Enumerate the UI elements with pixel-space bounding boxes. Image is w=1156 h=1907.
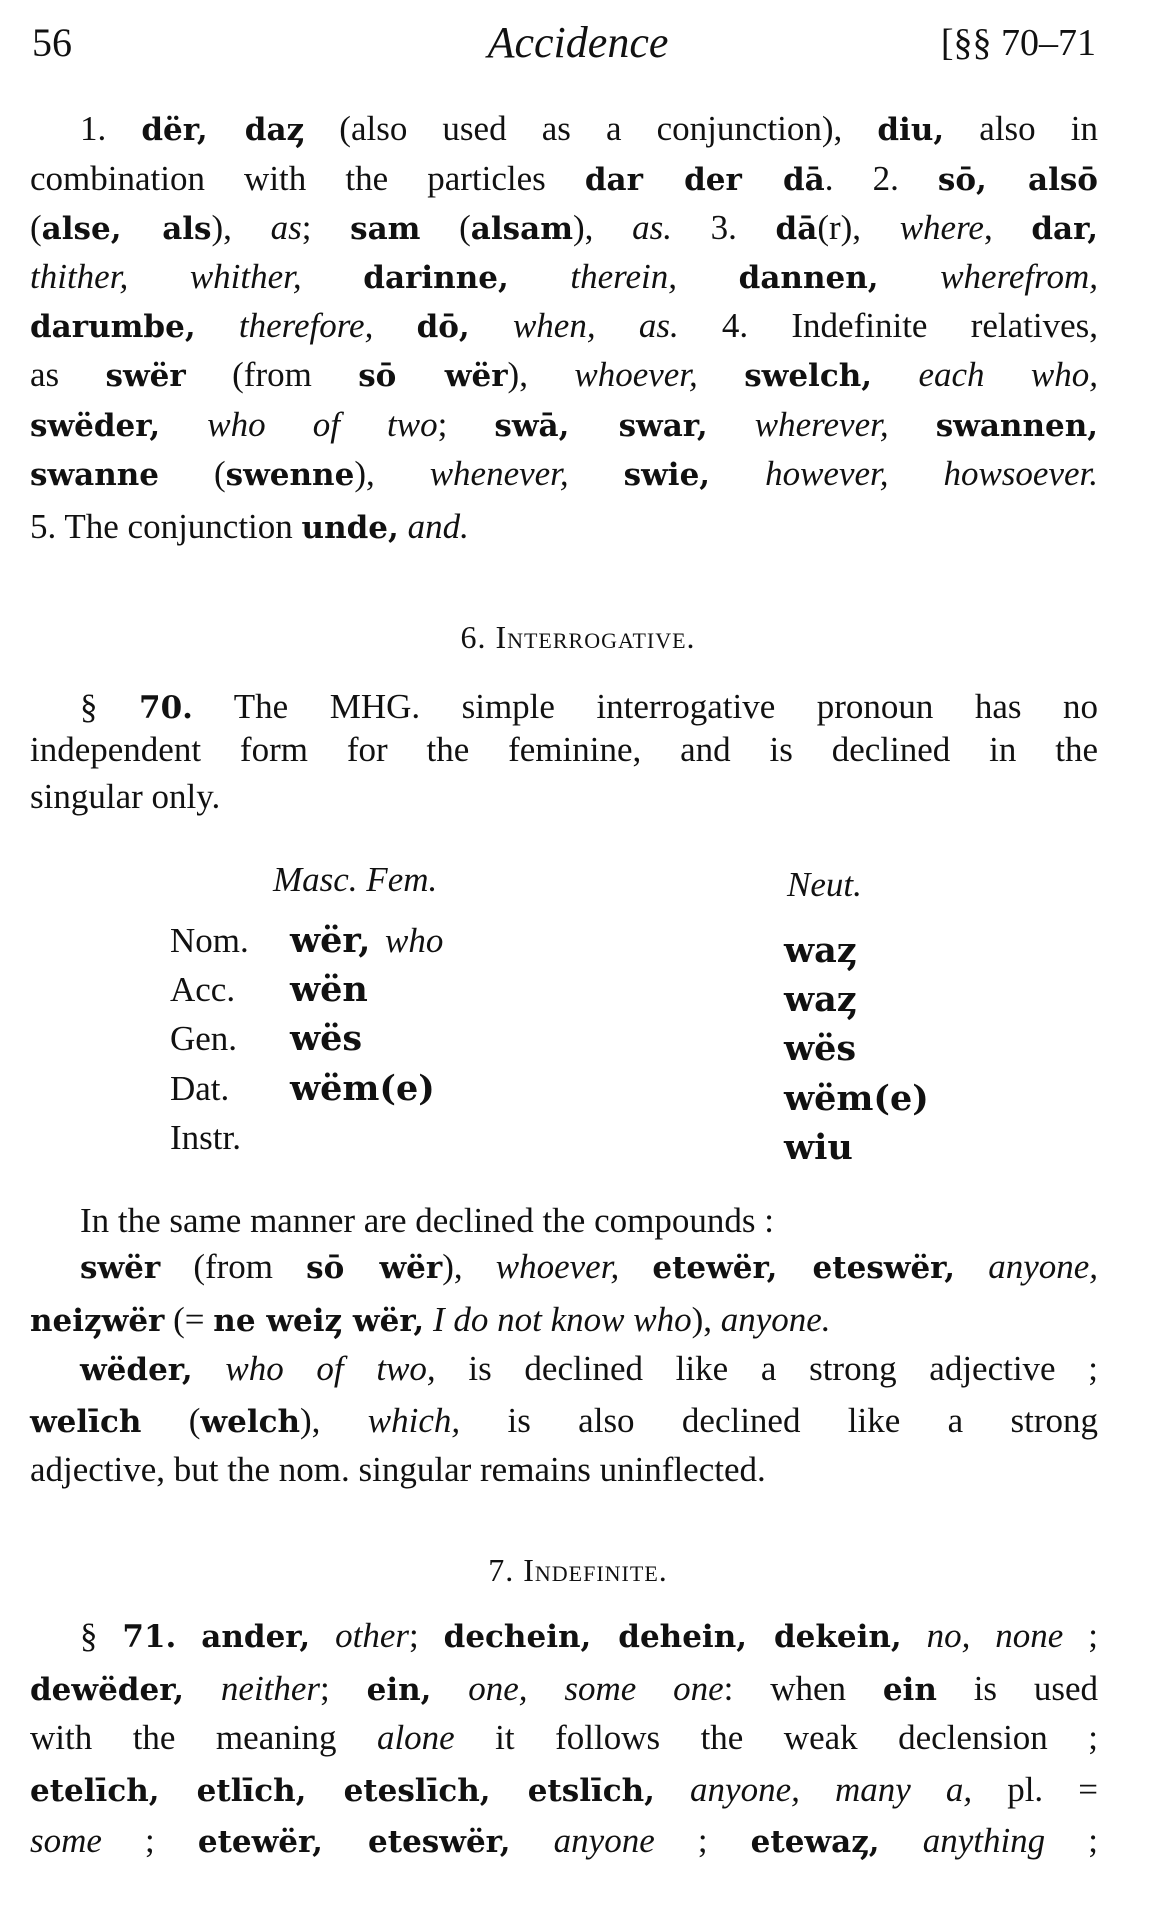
text: ; — [1045, 1821, 1099, 1860]
text — [196, 306, 239, 345]
text-line — [30, 1713, 1098, 1763]
text: pl. = — [972, 1770, 1098, 1809]
gloss: who of two, — [225, 1349, 436, 1388]
text: (from — [160, 1247, 307, 1286]
text-line — [80, 1611, 1098, 1661]
text: ( — [159, 454, 226, 493]
text-line — [30, 350, 1098, 400]
headword: etewër, eteswër, — [197, 1824, 511, 1860]
text-line — [80, 1196, 1098, 1246]
text-line — [30, 1445, 1098, 1495]
text: ), — [507, 355, 575, 394]
text-line — [30, 203, 1098, 253]
text: singular only. — [30, 777, 221, 816]
neut-form: waȥ — [784, 979, 857, 1020]
text: ), — [573, 208, 633, 247]
text-line — [80, 104, 1098, 154]
text — [708, 405, 755, 444]
neut-form: wiu — [784, 1127, 853, 1168]
headword: dar, — [1031, 211, 1099, 247]
headword: dewëder, — [30, 1672, 185, 1708]
text: , — [983, 208, 1032, 247]
text: § — [80, 1616, 123, 1655]
neut-form: wëm(e) — [784, 1078, 929, 1119]
text-line — [30, 1295, 1098, 1345]
text — [184, 1669, 221, 1708]
gloss: wherever, — [754, 405, 889, 444]
masc-fem-form: wës — [290, 1018, 363, 1059]
headword: dā — [775, 211, 818, 247]
text — [470, 306, 513, 345]
gloss: one, some one — [468, 1669, 724, 1708]
headword: ein — [882, 1672, 937, 1708]
headword: darumbe, — [30, 309, 196, 345]
text: also in — [944, 109, 1099, 148]
text: 5. The conjunction — [30, 507, 302, 546]
text: ; — [320, 1669, 367, 1708]
text — [160, 405, 207, 444]
text: ( — [30, 208, 42, 247]
text-line — [30, 1664, 1098, 1714]
running-title: Accidence — [487, 18, 669, 67]
text: . 2. — [824, 159, 938, 198]
headword: swër — [80, 1250, 161, 1286]
headword: etewër, eteswër, — [652, 1250, 956, 1286]
text: ; — [1063, 1616, 1098, 1655]
text — [677, 257, 739, 296]
text-line — [30, 1816, 1098, 1866]
text: 4. Indefinite relatives, — [678, 306, 1098, 345]
text — [310, 1616, 335, 1655]
headword: ander, — [201, 1619, 311, 1655]
headword: 71. — [122, 1619, 177, 1655]
case-label: Gen. — [170, 1019, 238, 1058]
case-label: Dat. — [170, 1069, 230, 1108]
headword: alse, als — [41, 211, 212, 247]
headword: sō wër — [306, 1250, 443, 1286]
gloss: therefore, — [238, 306, 374, 345]
text: The MHG. simple interrogative pronoun has no — [192, 687, 1099, 726]
text: (= — [164, 1300, 214, 1339]
text: as — [30, 355, 106, 394]
headword: etelīch, etlīch, eteslīch, etslīch, — [30, 1773, 655, 1809]
gloss: neither — [220, 1669, 321, 1708]
text: ; — [654, 1821, 751, 1860]
text: ), — [211, 208, 271, 247]
text: (also used as a conjunction), — [304, 109, 878, 148]
section-heading-indefinite: 7. Indefinite. — [488, 1552, 668, 1588]
text: ), — [300, 1401, 368, 1440]
headword: unde, — [301, 510, 399, 546]
headword: dō, — [416, 309, 470, 345]
headword: sō wër — [358, 358, 508, 394]
headword: dër, daȥ — [141, 112, 305, 148]
gloss: where — [899, 208, 984, 247]
text: independent form for the feminine, and is declined in the — [30, 730, 1098, 769]
text — [902, 1616, 927, 1655]
gloss: some — [30, 1821, 102, 1860]
text: is used — [936, 1669, 1099, 1708]
case-label: Instr. — [170, 1118, 241, 1157]
page-number: 56 — [32, 20, 72, 65]
text: ), — [442, 1247, 496, 1286]
text — [872, 355, 918, 394]
text-line — [30, 772, 1098, 822]
headword: swanne — [30, 457, 160, 493]
headword: alsam — [470, 211, 573, 247]
text: it follows the weak declension ; — [454, 1718, 1098, 1757]
headword: welīch — [30, 1404, 142, 1440]
text: ), — [354, 454, 430, 493]
headword: 70. — [139, 690, 193, 726]
headword: sō, alsō — [937, 162, 1098, 198]
text: In the same manner are declined the compounds : — [80, 1201, 774, 1240]
text: ; — [101, 1821, 198, 1860]
gloss: which, — [367, 1401, 461, 1440]
text: (r), — [817, 208, 900, 247]
gloss: as — [270, 208, 302, 247]
gloss: who of two — [207, 405, 438, 444]
text: is declined like a strong adjective ; — [435, 1349, 1099, 1388]
gloss: thither, whither, — [30, 257, 302, 296]
text: : when — [723, 1669, 883, 1708]
gloss: as. — [632, 208, 672, 247]
text: ; — [437, 405, 495, 444]
masc-fem-form: wëm(e) — [290, 1068, 435, 1109]
headword: swā, swar, — [494, 408, 708, 444]
case-label: Acc. — [170, 970, 236, 1009]
text-line — [30, 252, 1098, 302]
text: ), — [691, 1300, 721, 1339]
headword: diu, — [877, 112, 945, 148]
text — [698, 355, 744, 394]
text-line — [30, 1396, 1098, 1446]
section-heading-interrogative: 6. Interrogative. — [460, 619, 696, 655]
text-line — [80, 1344, 1098, 1394]
text: with the meaning — [30, 1718, 377, 1757]
gloss: whenever, — [429, 454, 569, 493]
text: (from — [185, 355, 359, 394]
text: 3. — [671, 208, 776, 247]
headword: welch — [200, 1404, 301, 1440]
text-line — [80, 1242, 1098, 1292]
neut-form: wës — [784, 1028, 857, 1069]
gloss: whoever, — [495, 1247, 620, 1286]
neut-form: waȥ — [784, 930, 857, 971]
text: ; — [409, 1616, 444, 1655]
text: ; — [301, 208, 351, 247]
text — [880, 1821, 923, 1860]
text — [193, 1349, 226, 1388]
gloss: no, none — [926, 1616, 1064, 1655]
headword: etewaȥ, — [750, 1824, 880, 1860]
headword: dar der dā — [584, 162, 825, 198]
text-line — [30, 725, 1098, 775]
text: adjective, but the nom. singular remains uninflected. — [30, 1450, 766, 1489]
text — [302, 257, 364, 296]
text — [399, 507, 408, 546]
text — [619, 1247, 652, 1286]
gloss: wherefrom, — [940, 257, 1098, 296]
gloss: however, howsoever. — [765, 454, 1099, 493]
text — [889, 405, 936, 444]
headword: sam — [350, 211, 421, 247]
text — [431, 1669, 468, 1708]
text — [655, 1770, 690, 1809]
masc-fem-form: wër, — [290, 920, 371, 961]
gloss: anyone, many a, — [690, 1770, 973, 1809]
text-line — [30, 154, 1098, 204]
text: 1. — [80, 109, 142, 148]
headword: dannen, — [738, 260, 879, 296]
gloss: anything — [922, 1821, 1046, 1860]
gloss: other — [335, 1616, 409, 1655]
text — [176, 1616, 201, 1655]
headword: swër — [105, 358, 186, 394]
gloss: anyone. — [720, 1300, 831, 1339]
text: ( — [141, 1401, 201, 1440]
headword: neiȥwër — [30, 1303, 165, 1339]
gloss: when, as. — [512, 306, 679, 345]
text-line — [30, 449, 1098, 499]
text: is also declined like a strong — [460, 1401, 1099, 1440]
gloss: anyone — [553, 1821, 655, 1860]
headword: ein, — [366, 1672, 432, 1708]
text — [509, 257, 571, 296]
text: § — [80, 687, 139, 726]
text — [879, 257, 941, 296]
headword: swie, — [623, 457, 711, 493]
gloss: whoever, — [574, 355, 698, 394]
gloss: I do not know who — [432, 1300, 692, 1339]
text — [511, 1821, 554, 1860]
section-reference: [§§ 70–71 — [940, 22, 1096, 64]
text: ( — [420, 208, 471, 247]
text — [710, 454, 765, 493]
gloss: who — [385, 921, 444, 960]
gloss: anyone, — [988, 1247, 1099, 1286]
headword: swelch, — [744, 358, 873, 394]
headword: swannen, — [935, 408, 1099, 444]
column-header-neut: Neut. — [787, 865, 862, 904]
text-line — [30, 502, 1098, 552]
text — [373, 306, 416, 345]
headword: dechein, dehein, dekein, — [443, 1619, 902, 1655]
headword: darinne, — [363, 260, 509, 296]
headword: wëder, — [80, 1352, 193, 1388]
text-line — [30, 400, 1098, 450]
gloss: alone — [376, 1718, 455, 1757]
text — [955, 1247, 988, 1286]
text-line — [30, 301, 1098, 351]
text: combination with the particles — [30, 159, 585, 198]
headword: swenne — [225, 457, 355, 493]
column-header-masc-fem: Masc. Fem. — [273, 860, 438, 899]
headword: ne weiȥ wër, — [213, 1303, 425, 1339]
gloss: and. — [407, 507, 469, 546]
gloss: each who, — [918, 355, 1098, 394]
gloss: therein, — [570, 257, 677, 296]
text-line — [30, 1765, 1098, 1815]
masc-fem-form: wën — [290, 969, 368, 1010]
headword: swëder, — [30, 408, 161, 444]
text — [569, 454, 624, 493]
case-label: Nom. — [170, 921, 249, 960]
text — [424, 1300, 433, 1339]
